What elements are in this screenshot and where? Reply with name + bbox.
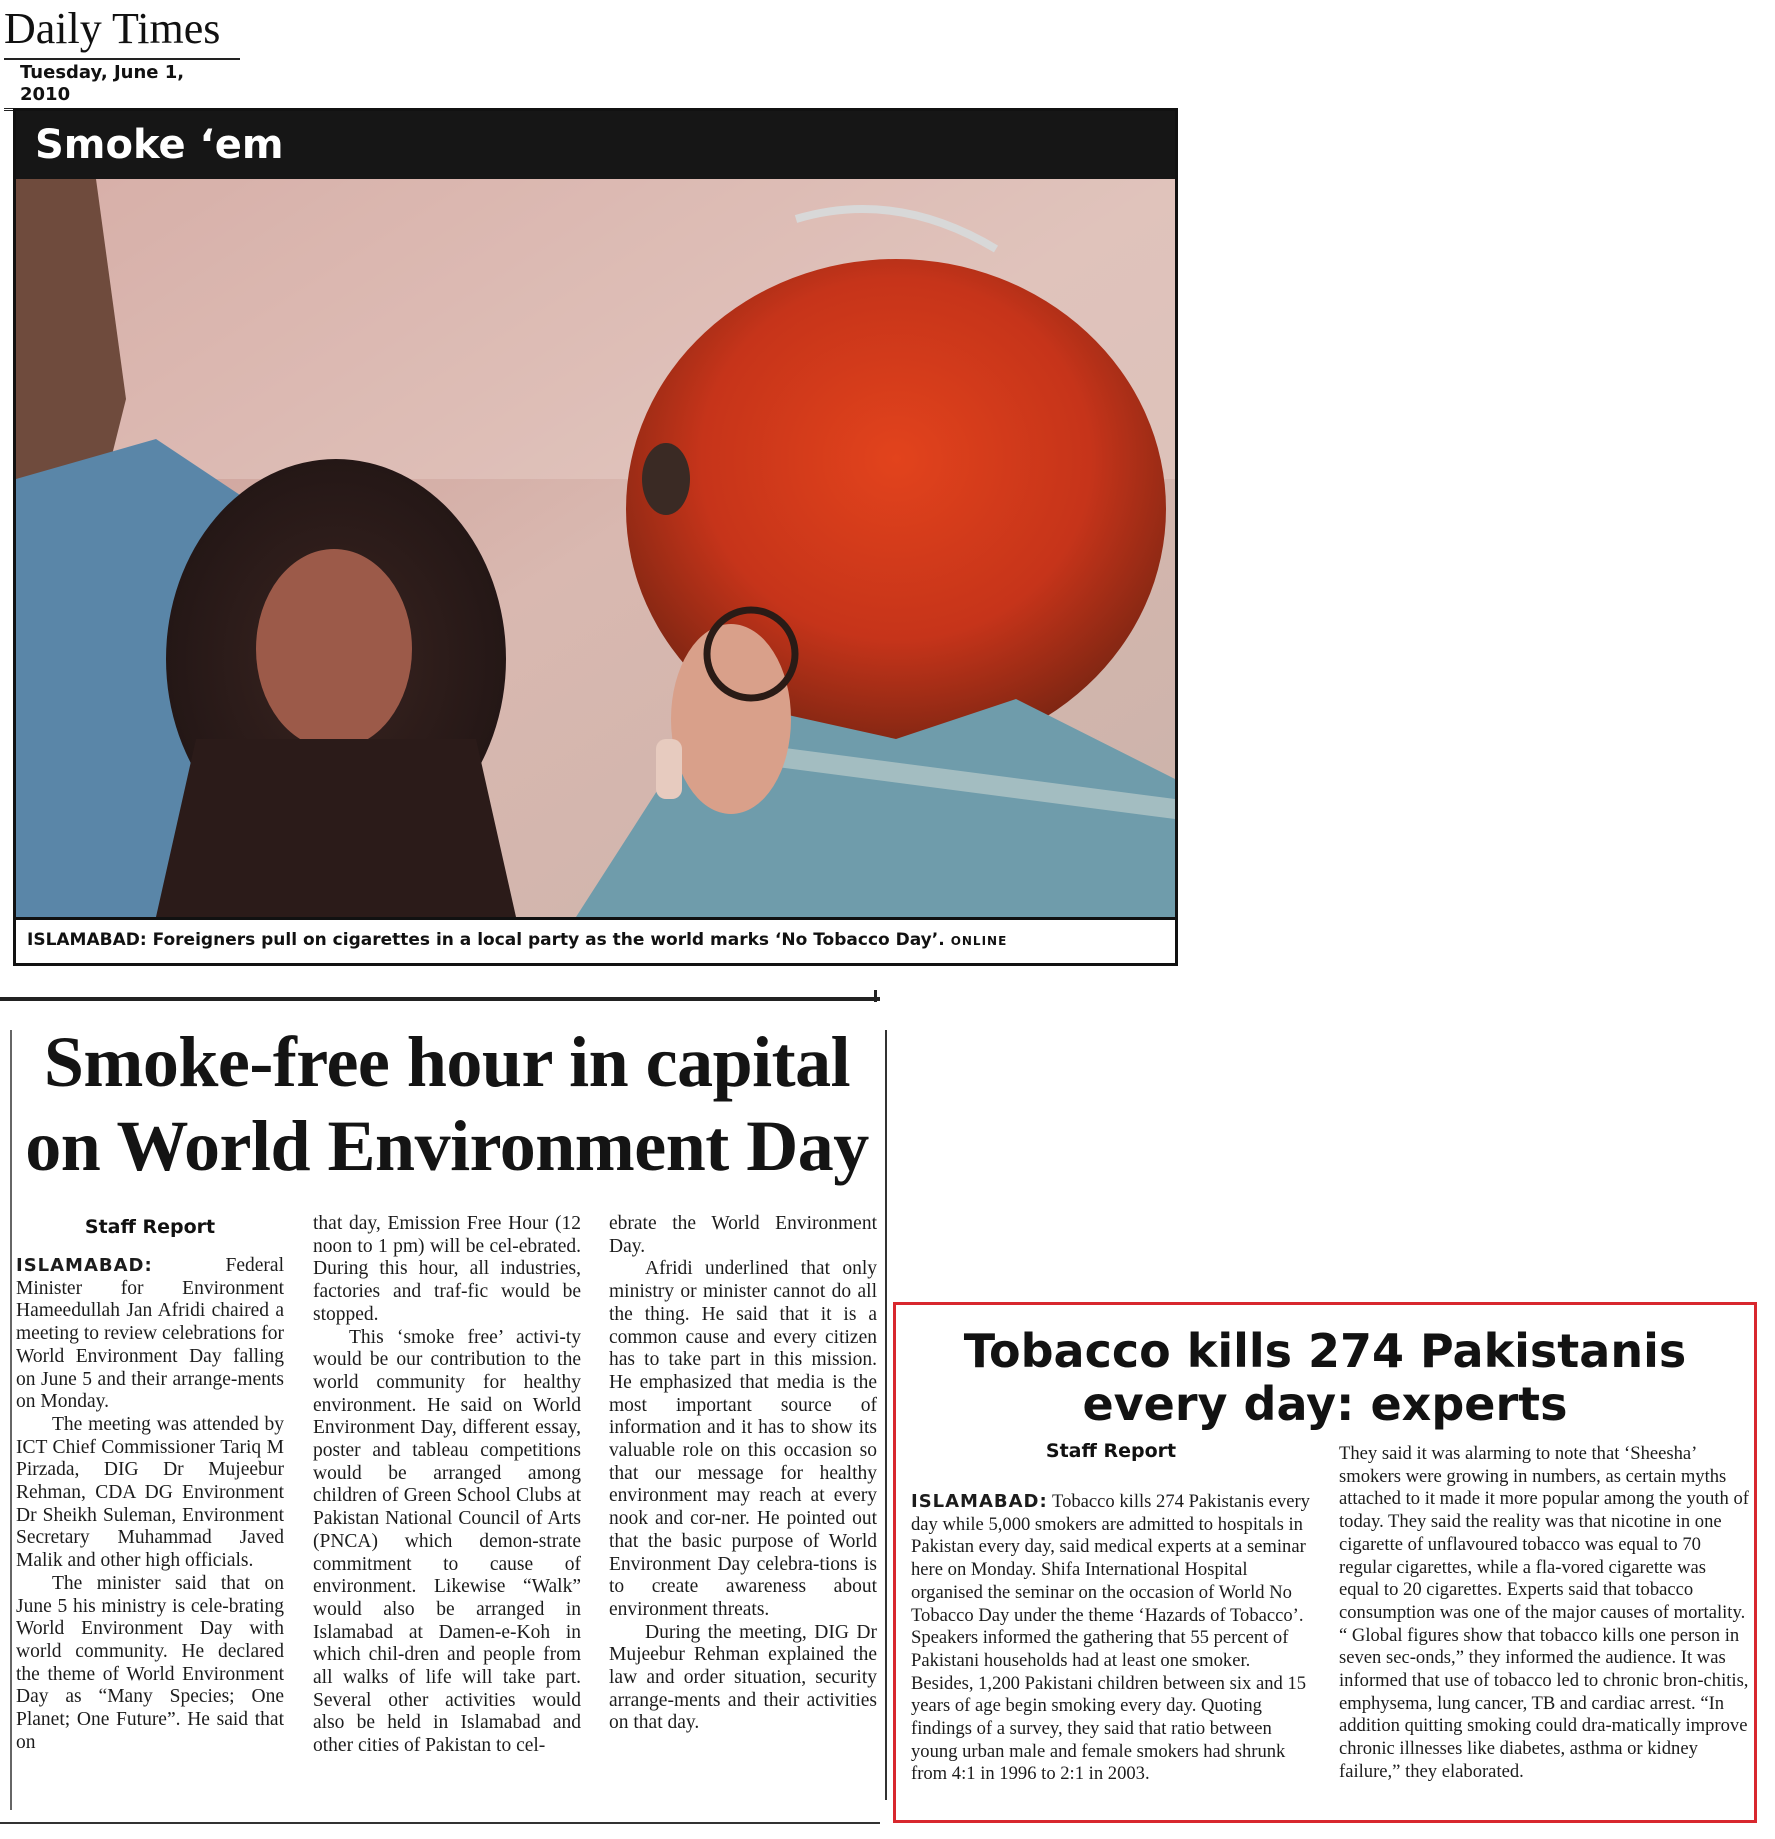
photo-title: Smoke ‘em — [35, 122, 284, 168]
photo-credit: ONLINE — [950, 934, 1008, 948]
article-top-rule — [0, 997, 880, 1001]
news-photo — [16, 179, 1175, 917]
photo-caption: ISLAMABAD: Foreigners pull on cigarettes in a local party as the world marks ‘No Tobacco Day’. — [27, 930, 945, 950]
main-article-paragraph: The minister said that on June 5 his ministry is cele-brating World Environment Day with world community. He declared the theme of World Environment Day as “Many Species; One Planet; One Future”. He said that on — [16, 1572, 284, 1753]
main-article-byline: Staff Report — [84, 1216, 216, 1238]
second-article-byline: Staff Report — [1045, 1440, 1177, 1462]
second-article-column-2 — [1339, 1443, 1749, 1784]
main-article-column-1 — [16, 1215, 284, 1754]
article-left-rule — [10, 1030, 12, 1810]
main-article-paragraph: Afridi underlined that only ministry or minister cannot do all the thing. He said that it is a common cause and every citizen has to take part in this mission. He emphasized that media is the most important source of information and it has to show its valuable role on this occasion so that our message for healthy environment may reach at every nook and cor-ner. He pointed out that the basic purpose of World Environment Day celebra-tions is to create awareness about environment threats. — [609, 1258, 877, 1620]
main-article-paragraph: This ‘smoke free’ activi-ty would be our contribution to the world community for healthy environment. He said on World Environment Day, different essay, poster and tableau competitions would be arranged among children of Green School Clubs at Pakistan National Council of Arts (PNCA) which demon-strate commitment to cause of environment. Likewise “Walk” would also be arranged in Islamabad at Damen-e-Koh in which chil-dren and people from all walks of life will take part. Several other activities would also be held in Islamabad and other cities of Pakistan to cel- — [313, 1326, 581, 1757]
main-article-dateline: ISLAMABAD: — [16, 1255, 153, 1276]
masthead — [4, 4, 240, 111]
main-article-paragraph: During the meeting, DIG Dr Mujeebur Rehman explained the law and order situation, security arrange-ments and their activities on that day. — [609, 1621, 877, 1734]
article-top-rule-tick — [874, 990, 877, 1002]
second-article-paragraph-text: Tobacco kills 274 Pakistanis every day while 5,000 smokers are admitted to hospitals in Pakistan every day, said medical experts at a seminar here on Monday. Shifa International Hospital organised the seminar on the occasion of World No Tobacco Day under the theme ‘Hazards of Tobacco’. Speakers informed the gathering that 55 percent of Pakistani households had at least one smoker. Besides, 1,200 Pakistani children between six and 15 years of age begin smoking every day. Quoting findings of a survey, they said that ratio between young urban male and female smokers had shrunk from 4:1 in 1996 to 2:1 in 2003. — [911, 1491, 1310, 1785]
publication-date: Tuesday, June 1, 2010 — [4, 58, 240, 111]
newspaper-name: Daily Times — [4, 4, 221, 53]
photo-header-bar — [16, 111, 1175, 179]
second-headline-line-2: every day: experts — [1082, 1377, 1568, 1431]
main-article-paragraph-text: Federal Minister for Environment Hameedullah Jan Afridi chaired a meeting to review celebrations for World Environment Day falling on June 5 and their arrange-ments on Monday. — [16, 1255, 284, 1413]
news-photo-illustration — [16, 179, 1175, 917]
second-article-dateline: ISLAMABAD: — [911, 1491, 1048, 1512]
main-article-headline — [16, 1020, 878, 1188]
main-headline-line-1: Smoke-free hour in capital — [43, 1022, 851, 1102]
main-article-column-3 — [609, 1213, 877, 1735]
second-article-box — [893, 1302, 1757, 1823]
second-article-paragraph: They said it was alarming to note that ‘Sheesha’ smokers were growing in numbers, as certain myths attached to it made it more popular among the youth of today. They said the reality was that nicotine in one cigarette of unflavoured tobacco was equal to 70 regular cigarettes, while a fla-vored cigarette was equal to 20 cigarettes. Experts said that tobacco consumption was one of the major causes of mortality. “ Global figures show that tobacco kills one person in seven sec-onds,” they informed the audience. It was informed that use of tobacco led to chronic bron-chitis, emphysema, lung cancer, TB and cardiac arrest. “In addition quitting smoking could dra-matically improve chronic illnesses like diabetes, asthma or kidney failure,” they elaborated. — [1339, 1443, 1749, 1782]
second-article-column-1 — [911, 1439, 1311, 1786]
main-article-paragraph: that day, Emission Free Hour (12 noon to 1 pm) will be cel-ebrated. During this hour, all industries, factories and traf-fic would be stopped. — [313, 1213, 581, 1325]
main-article-column-2 — [313, 1213, 581, 1758]
second-article-paragraph — [911, 1491, 1311, 1786]
main-article-paragraph: ebrate the World Environment Day. — [609, 1213, 877, 1257]
article-right-rule — [885, 1030, 887, 1800]
main-article-paragraph — [16, 1255, 284, 1414]
main-headline-line-2: on World Environment Day — [25, 1106, 869, 1186]
photo-caption-bar — [16, 917, 1175, 963]
article-bottom-rule — [0, 1822, 880, 1824]
main-article-paragraph: The meeting was attended by ICT Chief Commissioner Tariq M Pirzada, DIG Dr Mujeebur Rehman, CDA DG Environment Dr Sheikh Suleman, Environment Secretary Muhammad Javed Malik and other high officials. — [16, 1413, 284, 1572]
photo-feature — [13, 108, 1178, 966]
second-article-headline — [896, 1325, 1754, 1431]
second-headline-line-1: Tobacco kills 274 Pakistanis — [963, 1324, 1687, 1378]
